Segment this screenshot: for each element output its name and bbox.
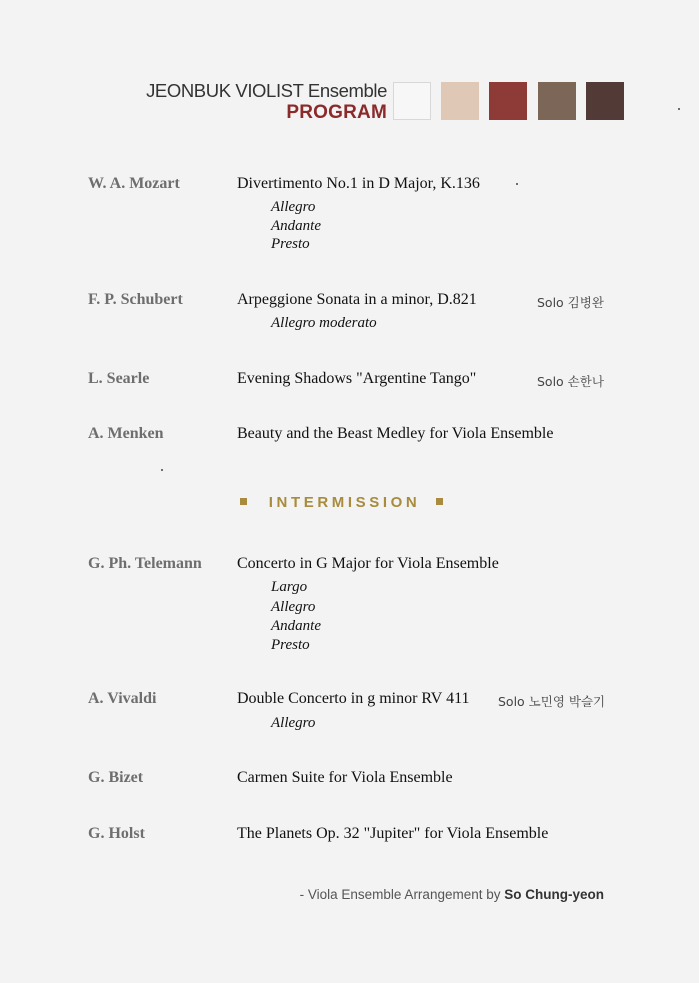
program-header [0, 78, 699, 128]
square-icon [436, 498, 443, 505]
work-title: Concerto in G Major for Viola Ensemble [237, 555, 499, 572]
movement: Allegro [271, 715, 316, 731]
work-title: Beauty and the Beast Medley for Viola Ensemble [237, 425, 554, 442]
color-swatch-5 [586, 82, 624, 120]
work-title: Carmen Suite for Viola Ensemble [237, 769, 453, 786]
composer-name: G. Ph. Telemann [88, 555, 202, 572]
composer-name: W. A. Mozart [88, 175, 180, 192]
soloist: Solo 노민영 박슬기 [498, 694, 606, 709]
square-icon [240, 498, 247, 505]
title-block [146, 80, 387, 124]
soloist: Solo 김병완 [537, 295, 604, 310]
movement: Presto [271, 637, 310, 653]
composer-name: G. Bizet [88, 769, 144, 786]
intermission-banner [240, 494, 450, 514]
arranger-name: So Chung-yeon [504, 887, 604, 902]
composer-name: A. Vivaldi [88, 690, 157, 707]
composer-name: L. Searle [88, 370, 150, 387]
movement: Allegro [271, 199, 316, 215]
movement: Andante [271, 618, 321, 634]
intermission-label: INTERMISSION [268, 494, 421, 511]
work-title: The Planets Op. 32 "Jupiter" for Viola Ensemble [237, 825, 549, 842]
arrangement-credit [300, 887, 604, 902]
credit-prefix: - Viola Ensemble Arrangement by [299, 887, 501, 902]
movement: Andante [271, 218, 321, 234]
work-title: Arpeggione Sonata in a minor, D.821 [237, 291, 477, 308]
composer-name: A. Menken [88, 425, 164, 442]
color-swatch-1 [393, 82, 431, 120]
decorative-dot [516, 183, 518, 185]
color-swatch-2 [441, 82, 479, 120]
color-swatch-4 [538, 82, 576, 120]
work-title: Evening Shadows "Argentine Tango" [237, 370, 477, 387]
composer-name: F. P. Schubert [88, 291, 183, 308]
program-title: PROGRAM [286, 102, 387, 123]
decorative-dot [678, 108, 680, 110]
soloist: Solo 손한나 [537, 374, 604, 389]
work-title: Divertimento No.1 in D Major, K.136 [237, 175, 480, 192]
decorative-dot [161, 469, 163, 471]
movement: Allegro [271, 599, 316, 615]
ensemble-name: JEONBUK VIOLIST Ensemble [146, 80, 387, 101]
composer-name: G. Holst [88, 825, 145, 842]
work-title: Double Concerto in g minor RV 411 [237, 690, 470, 707]
movement: Largo [271, 579, 308, 595]
movement: Presto [271, 236, 310, 252]
color-swatch-3 [489, 82, 527, 120]
movement: Allegro moderato [271, 315, 377, 331]
